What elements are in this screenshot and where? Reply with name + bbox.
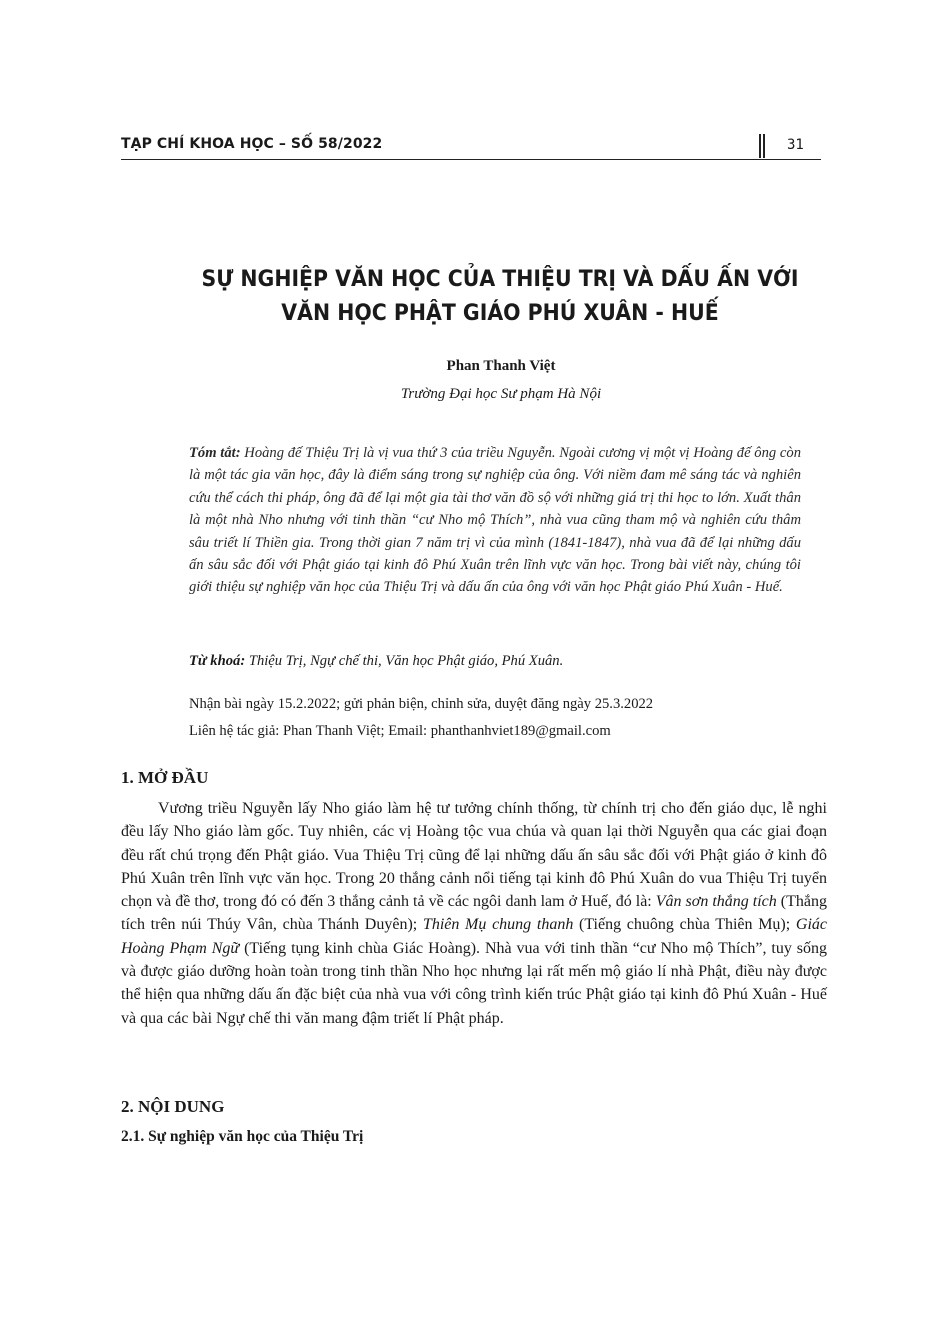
- received-dates: Nhận bài ngày 15.2.2022; gửi phản biện, chỉnh sửa, duyệt đăng ngày 25.3.2022: [189, 696, 654, 712]
- running-header: [121, 132, 821, 160]
- author-contact: Liên hệ tác giả: Phan Thanh Việt; Email: phanthanhviet189@gmail.com: [189, 723, 611, 739]
- page-number: 31: [787, 137, 804, 153]
- paragraph-italic-term: Giác Hoàng Phạm Ngữ: [121, 916, 828, 957]
- article-title-line-1: SỰ NGHIỆP VĂN HỌC CỦA THIỆU TRỊ VÀ DẤU ẤN VỚI: [201, 267, 799, 292]
- section-heading-content: 2. NỘI DUNG: [121, 1097, 225, 1116]
- abstract: [189, 442, 801, 599]
- keywords: [189, 650, 801, 672]
- keywords-label: Từ khoá:: [189, 653, 246, 669]
- paragraph-text: (Tiếng tụng kinh chùa Giác Hoàng). Nhà vua với tinh thần “cư Nho mộ Thích”, tuy sống và được giáo dưỡng hoàn toàn trong tinh thần Nho học nhưng lại rất mến mộ giáo lí nhà Phật, điều này được thể hiện qua những dấu ấn đặc biệt của nhà vua với công trình kiến trúc Phật giáo tại kinh đô Phú Xuân - Huế và qua các bài Ngự chế thi văn mang đậm triết lí Phật pháp.: [121, 939, 828, 1027]
- author-affiliation: Trường Đại học Sư phạm Hà Nội: [400, 386, 602, 402]
- paragraph-italic-term: Thiên Mụ chung thanh: [422, 916, 574, 934]
- author-name: Phan Thanh Việt: [446, 358, 556, 374]
- abstract-text: Hoàng đế Thiệu Trị là vị vua thứ 3 của triều Nguyễn. Ngoài cương vị một vị Hoàng đế ông còn là một tác gia văn học, đây là điểm sáng trong sự nghiệp của ông. Với niềm đam mê sáng tác và nghiên cứu thể cách thi pháp, ông đã để lại một gia tài thơ văn đồ sộ với những giá trị thi học to lớn. Xuất thân là một nhà Nho nhưng với tinh thần “cư Nho mộ Thích”, nhà vua cũng tham mộ và nghiên cứu thâm sâu triết lí Thiền gia. Trong thời gian 7 năm trị vì của mình (1841-1847), nhà vua đã để lại những dấu ấn sâu sắc đối với Phật giáo tại kinh đô Phú Xuân trên lĩnh vực văn học. Trong bài viết này, chúng tôi giới thiệu sự nghiệp văn học của Thiệu Trị và dấu ấn của ông với văn học Phật giáo Phú Xuân - Huế.: [189, 445, 801, 596]
- article-title-line-2: VĂN HỌC PHẬT GIÁO PHÚ XUÂN - HUẾ: [281, 301, 719, 326]
- journal-title: TẠP CHÍ KHOA HỌC – SỐ 58/2022: [121, 136, 383, 152]
- paragraph-italic-term: Vân sơn thắng tích: [655, 893, 777, 911]
- subsection-heading: 2.1. Sự nghiệp văn học của Thiệu Trị: [121, 1128, 364, 1145]
- keywords-text: Thiệu Trị, Ngự chế thi, Văn học Phật giáo, Phú Xuân.: [248, 653, 564, 669]
- paragraph-text: Vương triều Nguyễn lấy Nho giáo làm hệ tư tưởng chính thống, từ chính trị cho đến giáo dục, lễ nghi đều lấy Nho giáo làm gốc. Tuy nhiên, các vị Hoàng tộc vua chúa và quan lại thời Nguyễn qua các giai đoạn đều rất chú trọng đến Phật giáo. Vua Thiệu Trị cũng để lại những dấu ấn sâu sắc đối với Phật giáo ở kinh đô Phú Xuân trên lĩnh vực văn học. Trong 20 thắng cảnh nổi tiếng tại kinh đô Phú Xuân do vua Thiệu Trị tuyển chọn và đề thơ, trong đó có đến 3 thắng cảnh tả về các ngôi danh lam ở Huế, đó là:: [121, 800, 827, 911]
- paragraph-text: (Tiếng chuông chùa Thiên Mụ);: [573, 916, 796, 934]
- section-heading-introduction: 1. MỞ ĐẦU: [121, 768, 209, 787]
- paragraph-text: (Thắng tích trên núi Thúy Vân, chùa Thánh Duyên);: [121, 893, 827, 934]
- header-rule: [121, 159, 821, 160]
- article-title: [147, 263, 854, 331]
- introduction-paragraph: [121, 797, 827, 1030]
- header-double-bar: [759, 134, 765, 158]
- abstract-label: Tóm tắt:: [189, 445, 241, 461]
